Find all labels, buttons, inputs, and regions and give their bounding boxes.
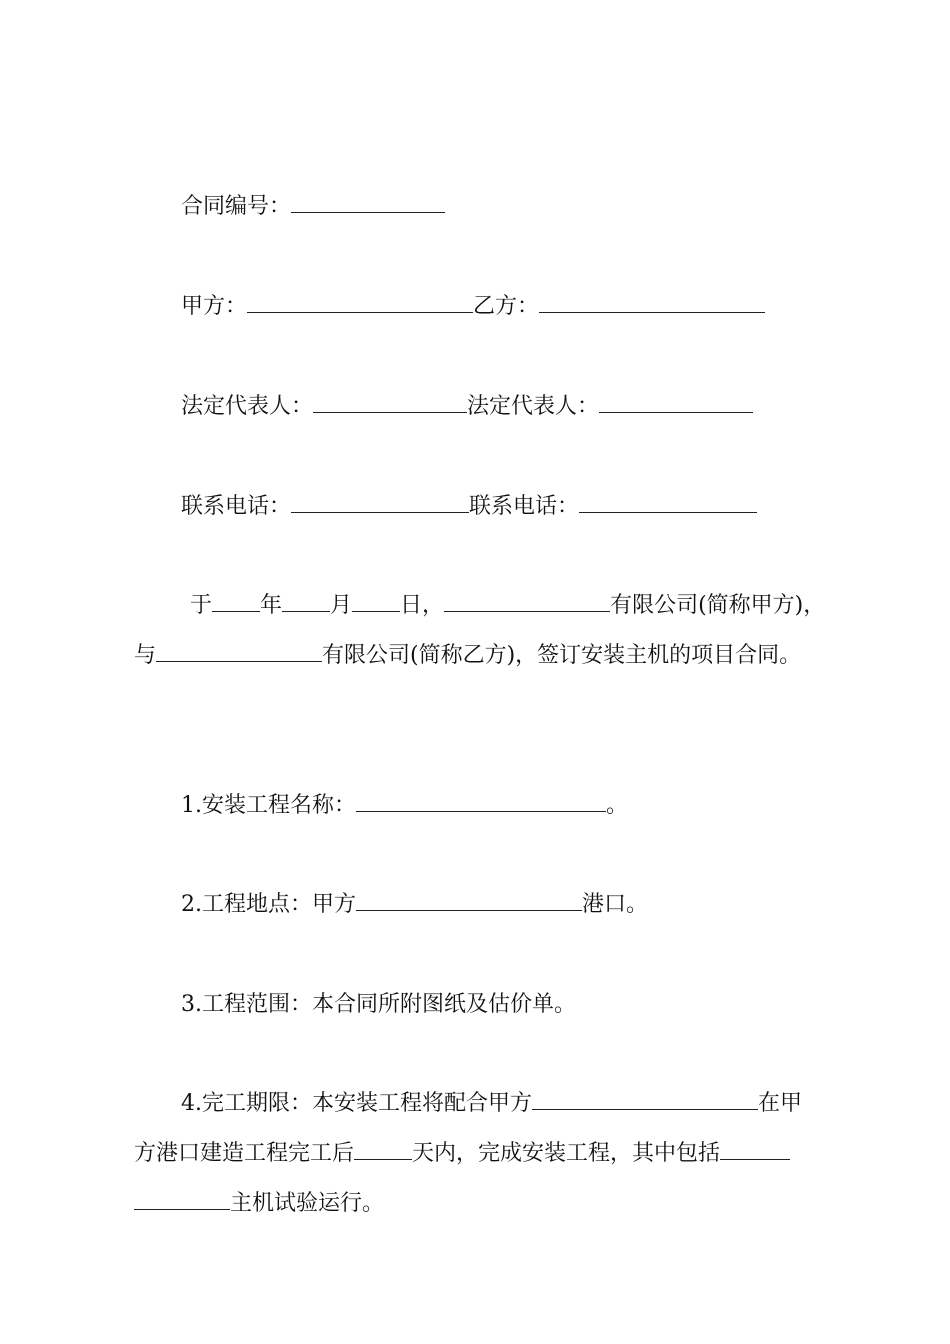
party-a-blank[interactable] bbox=[247, 292, 473, 313]
phone-b-blank[interactable] bbox=[579, 492, 757, 513]
location-blank[interactable] bbox=[356, 890, 582, 911]
included-items-blank-1[interactable] bbox=[720, 1139, 790, 1160]
contract-number-blank[interactable] bbox=[291, 192, 445, 213]
day-blank[interactable] bbox=[352, 591, 400, 612]
party-b-blank[interactable] bbox=[539, 292, 765, 313]
intro-company-b: 有限公司(简称乙方)，签订安装主机的项目合同。 bbox=[322, 643, 802, 668]
intro-year: 年 bbox=[260, 593, 283, 618]
phone-a-blank[interactable] bbox=[291, 492, 469, 513]
month-blank[interactable] bbox=[282, 591, 330, 612]
intro-month: 月 bbox=[330, 593, 353, 618]
legal-rep-a-label: 法定代表人： bbox=[181, 394, 314, 419]
clause-2-end: 港口。 bbox=[582, 892, 649, 917]
contract-number-row bbox=[167, 162, 445, 222]
clause-1-end: 。 bbox=[606, 793, 629, 818]
intro-line-2 bbox=[120, 611, 801, 671]
clause-1-label: 1.安装工程名称： bbox=[181, 793, 356, 818]
clause-4-label: 4.完工期限：本安装工程将配合甲方 bbox=[181, 1091, 532, 1116]
company-a-blank[interactable] bbox=[444, 591, 610, 612]
legal-rep-b-label: 法定代表人： bbox=[467, 394, 600, 419]
days-blank[interactable] bbox=[354, 1139, 412, 1160]
intro-yu: 于 bbox=[190, 593, 213, 618]
company-b-blank[interactable] bbox=[156, 641, 322, 662]
phone-row bbox=[167, 462, 757, 522]
intro-company-a: 有限公司(简称甲方)， bbox=[610, 593, 826, 618]
legal-rep-b-blank[interactable] bbox=[599, 392, 753, 413]
clause-3 bbox=[167, 960, 576, 1020]
clause-2 bbox=[167, 860, 648, 920]
party-b-label: 乙方： bbox=[473, 294, 540, 319]
year-blank[interactable] bbox=[212, 591, 260, 612]
clause-4-line-3 bbox=[120, 1159, 384, 1219]
clause-1 bbox=[167, 761, 628, 821]
phone-b-label: 联系电话： bbox=[469, 494, 580, 519]
clause-4-line-2a: 方港口建造工程完工后 bbox=[134, 1141, 355, 1166]
clause-2-label: 2.工程地点：甲方 bbox=[181, 892, 356, 917]
clause-4-end: 在甲 bbox=[758, 1091, 803, 1116]
intro-day: 日， bbox=[400, 593, 445, 618]
legal-rep-a-blank[interactable] bbox=[313, 392, 467, 413]
project-name-blank[interactable] bbox=[356, 791, 606, 812]
clause-4-line-3-text: 主机试验运行。 bbox=[230, 1191, 385, 1216]
parties-row bbox=[167, 262, 765, 322]
included-items-blank-2[interactable] bbox=[134, 1189, 230, 1210]
contract-number-label: 合同编号： bbox=[181, 194, 292, 219]
intro-with: 与 bbox=[134, 643, 157, 668]
phone-a-label: 联系电话： bbox=[181, 494, 292, 519]
clause-3-text: 3.工程范围：本合同所附图纸及估价单。 bbox=[181, 992, 576, 1017]
party-a-project-blank[interactable] bbox=[532, 1089, 758, 1110]
clause-4-line-2b: 天内，完成安装工程，其中包括 bbox=[412, 1141, 721, 1166]
party-a-label: 甲方： bbox=[181, 294, 248, 319]
legal-rep-row bbox=[167, 362, 753, 422]
